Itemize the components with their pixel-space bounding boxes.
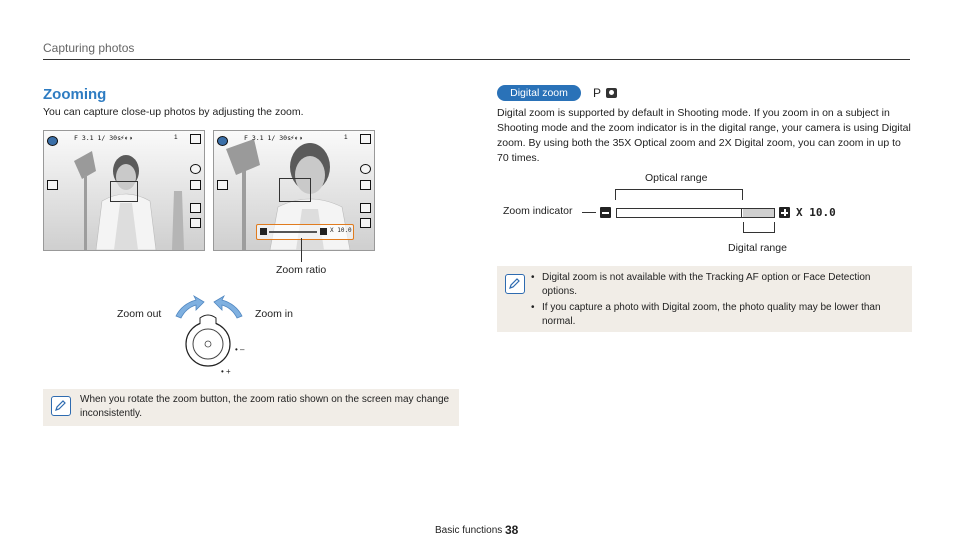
focus-frame bbox=[110, 181, 138, 202]
ois-icon bbox=[360, 218, 371, 228]
zoom-ratio-label: Zoom ratio bbox=[276, 264, 327, 276]
digital-zoom-badge: Digital zoom bbox=[497, 85, 581, 101]
focus-frame bbox=[279, 178, 311, 202]
zoom-value-small: X 10.0 bbox=[330, 227, 352, 234]
note-pencil-icon bbox=[505, 274, 525, 294]
page-number: 38 bbox=[505, 523, 519, 537]
flash-icon bbox=[360, 164, 371, 174]
mode-icon bbox=[47, 136, 58, 146]
ois-icon bbox=[190, 218, 201, 228]
aperture-shutter: F 3.1 1/ 30s bbox=[244, 134, 291, 142]
battery-icon bbox=[190, 134, 201, 144]
zoom-note-text: When you rotate the zoom button, the zoom ratio shown on the screen may change inconsistently. bbox=[80, 394, 450, 419]
mode-icon bbox=[217, 136, 228, 146]
zoom-bar bbox=[269, 231, 317, 233]
hand-icon bbox=[360, 203, 371, 213]
note-item: • If you capture a photo with Digital zoom, the photo quality may be lower than normal. bbox=[531, 301, 901, 329]
optical-range-bracket bbox=[615, 189, 743, 200]
dial-plus-mark: • + bbox=[221, 367, 231, 376]
zoom-indicator-label: Zoom indicator bbox=[503, 205, 573, 217]
zoom-indicator-bar bbox=[616, 208, 775, 218]
battery-icon bbox=[360, 134, 371, 144]
zoom-note bbox=[43, 389, 459, 426]
notes-list bbox=[531, 271, 901, 331]
optical-range-label: Optical range bbox=[645, 172, 708, 184]
dial-minus-mark: • – bbox=[235, 345, 245, 354]
shot-count: 1 bbox=[174, 134, 178, 141]
note-pencil-icon bbox=[51, 396, 71, 416]
mode-p: P bbox=[593, 86, 602, 100]
digital-zoom-notes bbox=[497, 266, 912, 332]
digital-range-label: Digital range bbox=[728, 242, 787, 254]
zoom-dial-illustration bbox=[170, 294, 250, 376]
shot-count: 1 bbox=[344, 134, 348, 141]
flash-icon bbox=[190, 164, 201, 174]
size-icon bbox=[360, 180, 371, 190]
digital-range-bracket bbox=[743, 222, 775, 233]
note-item: • Digital zoom is not available with the Tracking AF option or Face Detection options. bbox=[531, 271, 901, 299]
zoom-indicator-leader bbox=[582, 212, 596, 213]
zoom-ratio-leader bbox=[301, 238, 302, 262]
af-icon bbox=[217, 180, 228, 190]
camera-screen-2 bbox=[213, 130, 375, 251]
plus-button-icon bbox=[779, 207, 790, 218]
footer-section: Basic functions bbox=[435, 525, 503, 536]
flash-icon-row: ⚡◐◑ bbox=[290, 135, 303, 142]
minus-button-icon bbox=[600, 207, 611, 218]
plus-icon bbox=[320, 228, 327, 235]
zoom-ratio-callout bbox=[256, 224, 354, 240]
size-icon bbox=[190, 180, 201, 190]
scene-mode-icon bbox=[606, 88, 617, 98]
zooming-title: Zooming bbox=[43, 86, 107, 103]
flash-icon-row: ⚡◐◑ bbox=[120, 135, 133, 142]
hand-icon bbox=[190, 203, 201, 213]
zoom-in-label: Zoom in bbox=[255, 308, 293, 320]
section-header: Capturing photos bbox=[43, 41, 135, 55]
zooming-intro: You can capture close-up photos by adjusting the zoom. bbox=[43, 106, 304, 118]
af-icon bbox=[47, 180, 58, 190]
minus-icon bbox=[260, 228, 267, 235]
aperture-shutter: F 3.1 1/ 30s bbox=[74, 134, 121, 142]
header-divider bbox=[43, 59, 910, 60]
zoom-out-label: Zoom out bbox=[117, 308, 162, 320]
camera-screen-1 bbox=[43, 130, 205, 251]
digital-zoom-paragraph: Digital zoom is supported by default in Shooting mode. If you zoom in on a subject in Shooting mode and the zoom indicator is in the digital range, your camera is using Digital zoom. By using both the 35X Optical zoom and 2X Digital zoom, you can zoom in up to 70 times. bbox=[497, 107, 911, 164]
zoom-value: X 10.0 bbox=[796, 206, 836, 219]
